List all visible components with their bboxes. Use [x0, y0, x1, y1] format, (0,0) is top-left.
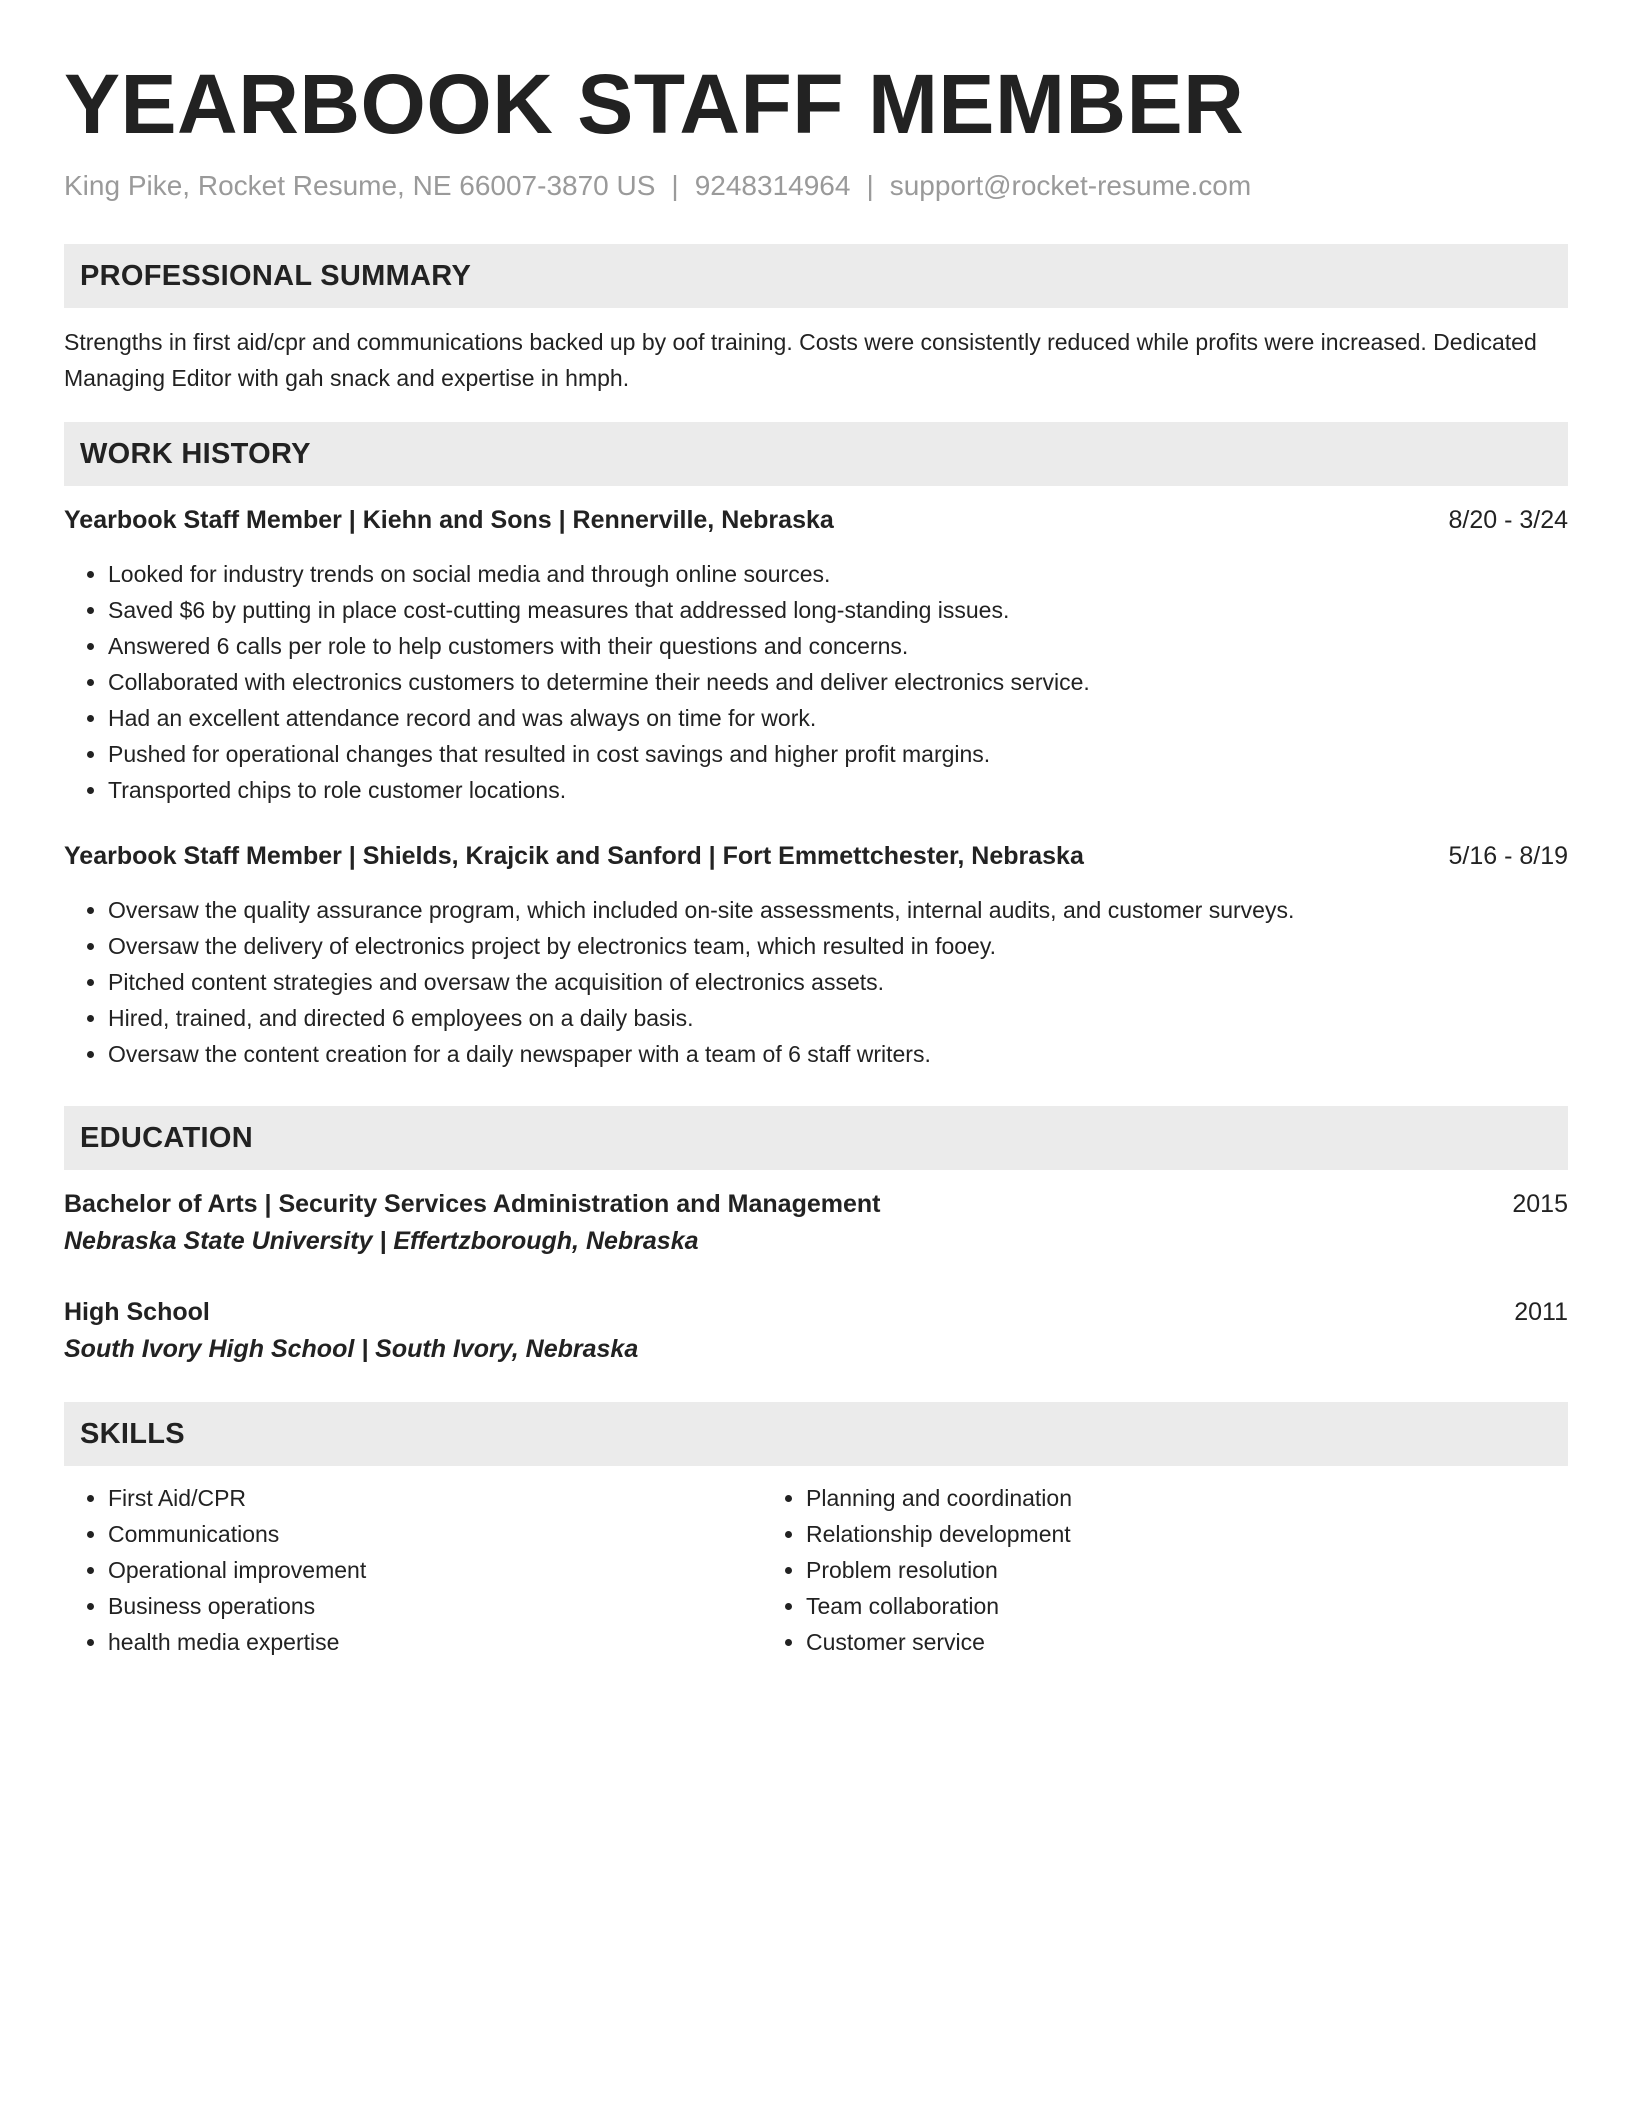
contact-email[interactable]: support@rocket-resume.com — [889, 170, 1252, 201]
skill-item: • First Aid/CPR — [108, 1480, 762, 1516]
list-item: • Saved $6 by putting in place cost-cutting measures that addressed long-standing issues. — [108, 592, 1568, 628]
list-item: • Pushed for operational changes that resulted in cost savings and higher profit margins. — [108, 736, 1568, 772]
job-header — [64, 502, 1568, 538]
job-title: Yearbook Staff Member | Shields, Krajcik and Sanford | Fort Emmettchester, Nebraska — [64, 842, 1084, 870]
section-heading-summary: PROFESSIONAL SUMMARY — [64, 244, 1568, 308]
candidate-name: YEARBOOK STAFF MEMBER — [64, 57, 1245, 151]
job-bullets — [64, 892, 1568, 1072]
skill-item: • Relationship development — [806, 1516, 1460, 1552]
section-heading-skills: SKILLS — [64, 1402, 1568, 1466]
contact-phone: 9248314964 — [694, 170, 851, 201]
resume-page — [64, 54, 1568, 1660]
list-item: • Oversaw the quality assurance program, which included on-site assessments, internal audits, and customer surveys. — [108, 892, 1568, 928]
list-item: • Transported chips to role customer locations. — [108, 772, 1568, 808]
skill-item: • Customer service — [806, 1624, 1460, 1660]
skill-item: • Problem resolution — [806, 1552, 1460, 1588]
list-item: • Oversaw the content creation for a daily newspaper with a team of 6 staff writers. — [108, 1036, 1568, 1072]
list-item: • Oversaw the delivery of electronics project by electronics team, which resulted in fooey. — [108, 928, 1568, 964]
list-item: • Collaborated with electronics customers to determine their needs and deliver electronics service. — [108, 664, 1568, 700]
education-entry — [64, 1294, 1568, 1368]
list-item: • Looked for industry trends on social media and through online sources. — [108, 556, 1568, 592]
skill-item: • Planning and coordination — [806, 1480, 1460, 1516]
contact-line — [64, 166, 1568, 206]
contact-separator: | — [866, 170, 874, 201]
job-dates: 8/20 - 3/24 — [1448, 506, 1568, 534]
job-header — [64, 838, 1568, 874]
skills-column-right — [762, 1480, 1460, 1660]
education-degree: High School — [64, 1298, 210, 1326]
skill-item: • health media expertise — [108, 1624, 762, 1660]
list-item: • Answered 6 calls per role to help customers with their questions and concerns. — [108, 628, 1568, 664]
skill-item: • Team collaboration — [806, 1588, 1460, 1624]
skills-grid — [64, 1480, 1568, 1660]
contact-separator: | — [671, 170, 679, 201]
skill-item: • Business operations — [108, 1588, 762, 1624]
section-heading-work-history: WORK HISTORY — [64, 422, 1568, 486]
job-entry — [64, 838, 1568, 1072]
list-item: • Had an excellent attendance record and was always on time for work. — [108, 700, 1568, 736]
summary-text: Strengths in first aid/cpr and communications backed up by oof training. Costs were consistently reduced while profits were increased. Dedicated Managing Editor with gah snack and expertise in hmph. — [64, 329, 1537, 391]
education-year: 2015 — [1512, 1190, 1568, 1218]
section-heading-education: EDUCATION — [64, 1106, 1568, 1170]
job-entry — [64, 502, 1568, 808]
list-item: • Pitched content strategies and oversaw the acquisition of electronics assets. — [108, 964, 1568, 1000]
skill-item: • Communications — [108, 1516, 762, 1552]
education-header — [64, 1294, 1568, 1330]
job-dates: 5/16 - 8/19 — [1448, 842, 1568, 870]
job-bullets — [64, 556, 1568, 808]
education-school: South Ivory High School | South Ivory, Nebraska — [64, 1335, 639, 1363]
list-item: • Hired, trained, and directed 6 employees on a daily basis. — [108, 1000, 1568, 1036]
education-year: 2011 — [1514, 1298, 1568, 1326]
skill-item: • Operational improvement — [108, 1552, 762, 1588]
education-header — [64, 1186, 1568, 1222]
education-entry — [64, 1186, 1568, 1260]
education-degree: Bachelor of Arts | Security Services Administration and Management — [64, 1190, 881, 1218]
education-school: Nebraska State University | Effertzborough, Nebraska — [64, 1227, 699, 1255]
skills-column-left — [64, 1480, 762, 1660]
contact-address: King Pike, Rocket Resume, NE 66007-3870 US — [64, 170, 656, 201]
job-title: Yearbook Staff Member | Kiehn and Sons | Rennerville, Nebraska — [64, 506, 834, 534]
